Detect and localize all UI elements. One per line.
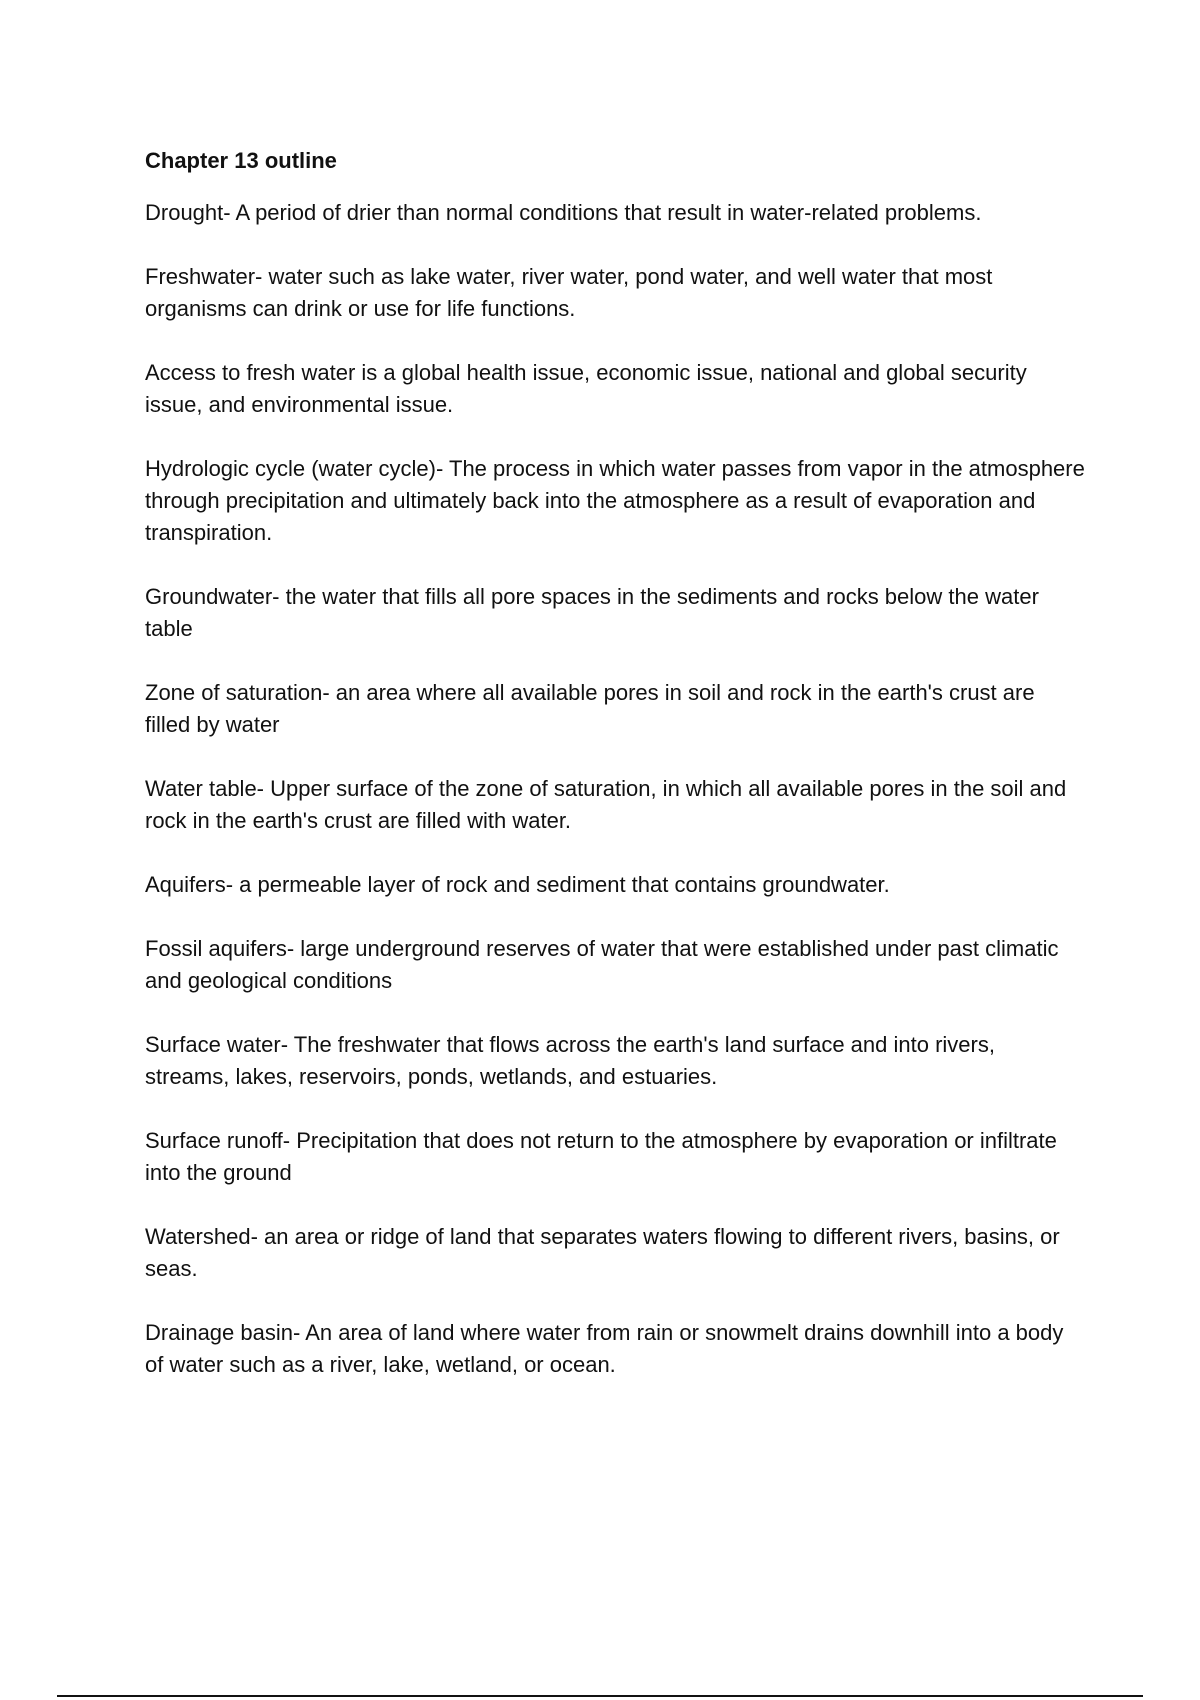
paragraph-zone-of-saturation: Zone of saturation- an area where all available pores in soil and rock in the earth's crust are filled by water xyxy=(145,680,1035,737)
paragraph-drought: Drought- A period of drier than normal conditions that result in water-related problems. xyxy=(145,200,982,225)
paragraph-groundwater: Groundwater- the water that fills all pore spaces in the sediments and rocks below the water table xyxy=(145,584,1039,641)
paragraph-surface-water: Surface water- The freshwater that flows across the earth's land surface and into rivers, streams, lakes, reservoirs, ponds, wetlands, and estuaries. xyxy=(145,1032,995,1089)
paragraph-drainage-basin: Drainage basin- An area of land where water from rain or snowmelt drains downhill into a body of water such as a river, lake, wetland, or ocean. xyxy=(145,1320,1064,1377)
paragraph-access-fresh-water: Access to fresh water is a global health issue, economic issue, national and global security issue, and environmental issue. xyxy=(145,360,1027,417)
paragraph-hydrologic-cycle: Hydrologic cycle (water cycle)- The process in which water passes from vapor in the atmosphere through precipitation and ultimately back into the atmosphere as a result of evaporation and transpiration. xyxy=(145,456,1085,545)
document-content xyxy=(145,145,1085,1413)
paragraph-fossil-aquifers: Fossil aquifers- large underground reserves of water that were established under past climatic and geological conditions xyxy=(145,936,1059,993)
paragraph-freshwater: Freshwater- water such as lake water, river water, pond water, and well water that most organisms can drink or use for life functions. xyxy=(145,264,993,321)
paragraph-surface-runoff: Surface runoff- Precipitation that does not return to the atmosphere by evaporation or infiltrate into the ground xyxy=(145,1128,1057,1185)
paragraph-watershed: Watershed- an area or ridge of land that separates waters flowing to different rivers, basins, or seas. xyxy=(145,1224,1060,1281)
paragraph-water-table: Water table- Upper surface of the zone of saturation, in which all available pores in the soil and rock in the earth's crust are filled with water. xyxy=(145,776,1067,833)
paragraph-aquifers: Aquifers- a permeable layer of rock and sediment that contains groundwater. xyxy=(145,872,890,897)
page-bottom-divider xyxy=(57,1695,1143,1697)
document-title: Chapter 13 outline xyxy=(145,148,337,173)
